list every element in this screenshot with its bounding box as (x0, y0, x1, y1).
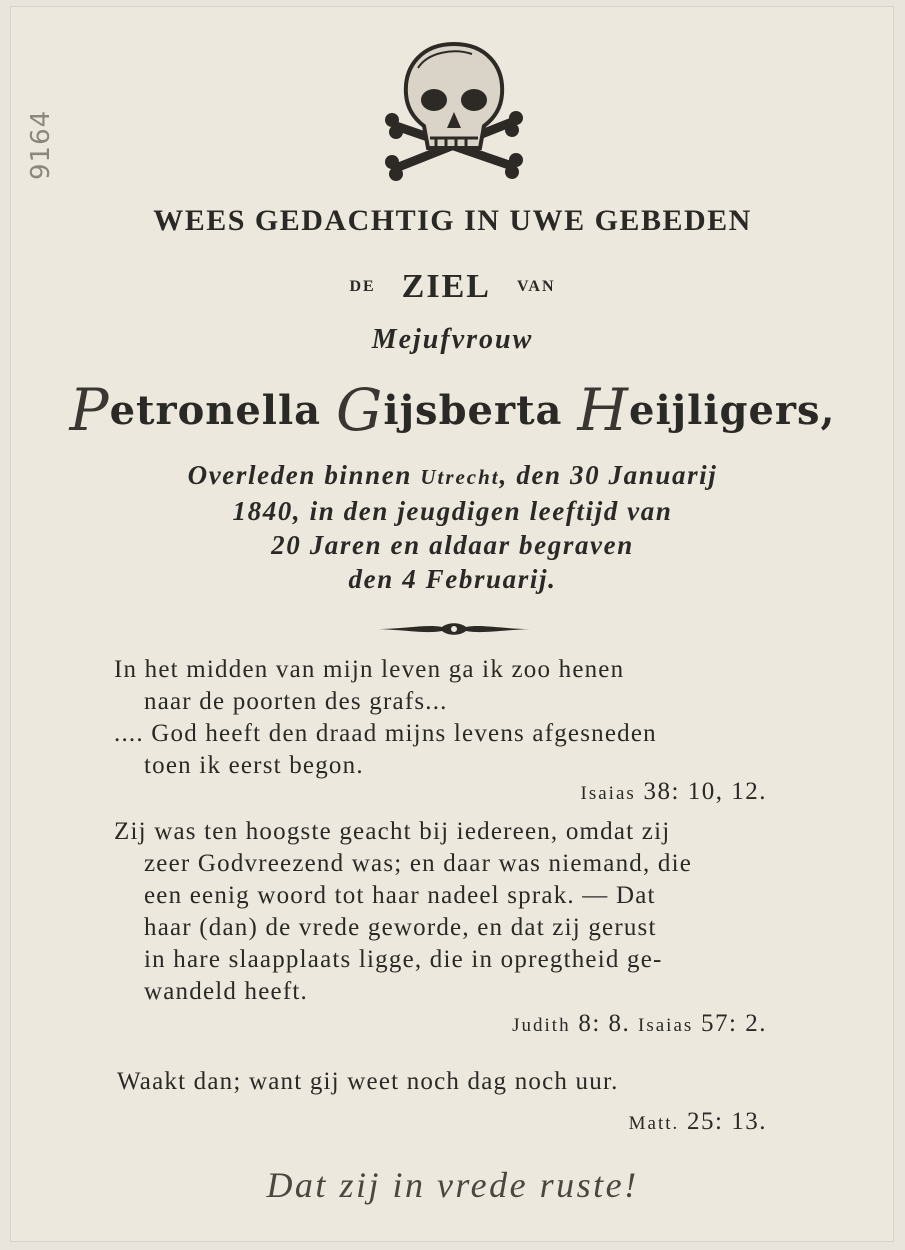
first-name-initial: P (69, 376, 110, 444)
verse-judith-isaiah: Zij was ten hoogste geacht bij iedereen, omdat zij zeer Godvreezend was; en daar was niemand, die een eenig woord tot haar nadeel sprak. — Dat haar (dan) de vrede geworde, en dat zij gerust in hare slaapplaats ligge, die in opregtheid ge- wandeld heeft. (114, 818, 693, 1005)
middle-name-rest: ijsberta (383, 387, 563, 434)
middle-name-initial: G (336, 376, 384, 444)
verse-isaiah-38: In het midden van mijn leven ga ik zoo henen naar de poorten des grafs... .... God heeft den draad mijns levens afgesneden toen ik eerst begon. (114, 656, 657, 779)
word-van: VAN (516, 278, 556, 295)
word-de: DE (349, 278, 376, 295)
verse-matthew-25: Waakt dan; want gij weet noch dag noch uur. (117, 1068, 619, 1095)
first-name-rest: etronella (109, 387, 322, 434)
reference-matthew-25: Matt. 25: 13. (628, 1108, 767, 1135)
closing-rest-in-peace: Dat zij in vrede ruste! (266, 1165, 639, 1205)
reference-judith-isaiah: Judith 8: 8. Isaias 57: 2. (512, 1010, 767, 1037)
reference-isaiah-38: Isaias 38: 10, 12. (580, 778, 767, 805)
heading-remember-in-prayers: WEES GEDACHTIG IN UWE GEBEDEN (153, 204, 752, 237)
death-notice (0, 458, 905, 596)
death-line-4: den 4 Februarij. (348, 564, 557, 594)
death-line-3: 20 Jaren en aldaar begraven (271, 530, 634, 560)
honorific-title: Mejufvrouw (371, 324, 534, 355)
death-line-2: 1840, in den jeugdigen leeftijd van (232, 496, 673, 526)
last-name-initial: H (577, 376, 629, 444)
soul-of-line (0, 268, 905, 306)
word-ziel: ZIEL (401, 268, 491, 305)
deceased-name (0, 376, 905, 444)
divider-flourish-icon (376, 620, 532, 638)
city-name: Utrecht (420, 465, 500, 489)
skull-crossbones-icon (384, 38, 524, 184)
last-name-rest: eijligers, (629, 387, 836, 434)
death-line-1: Overleden binnen Utrecht, den 30 Januarij (187, 460, 718, 490)
